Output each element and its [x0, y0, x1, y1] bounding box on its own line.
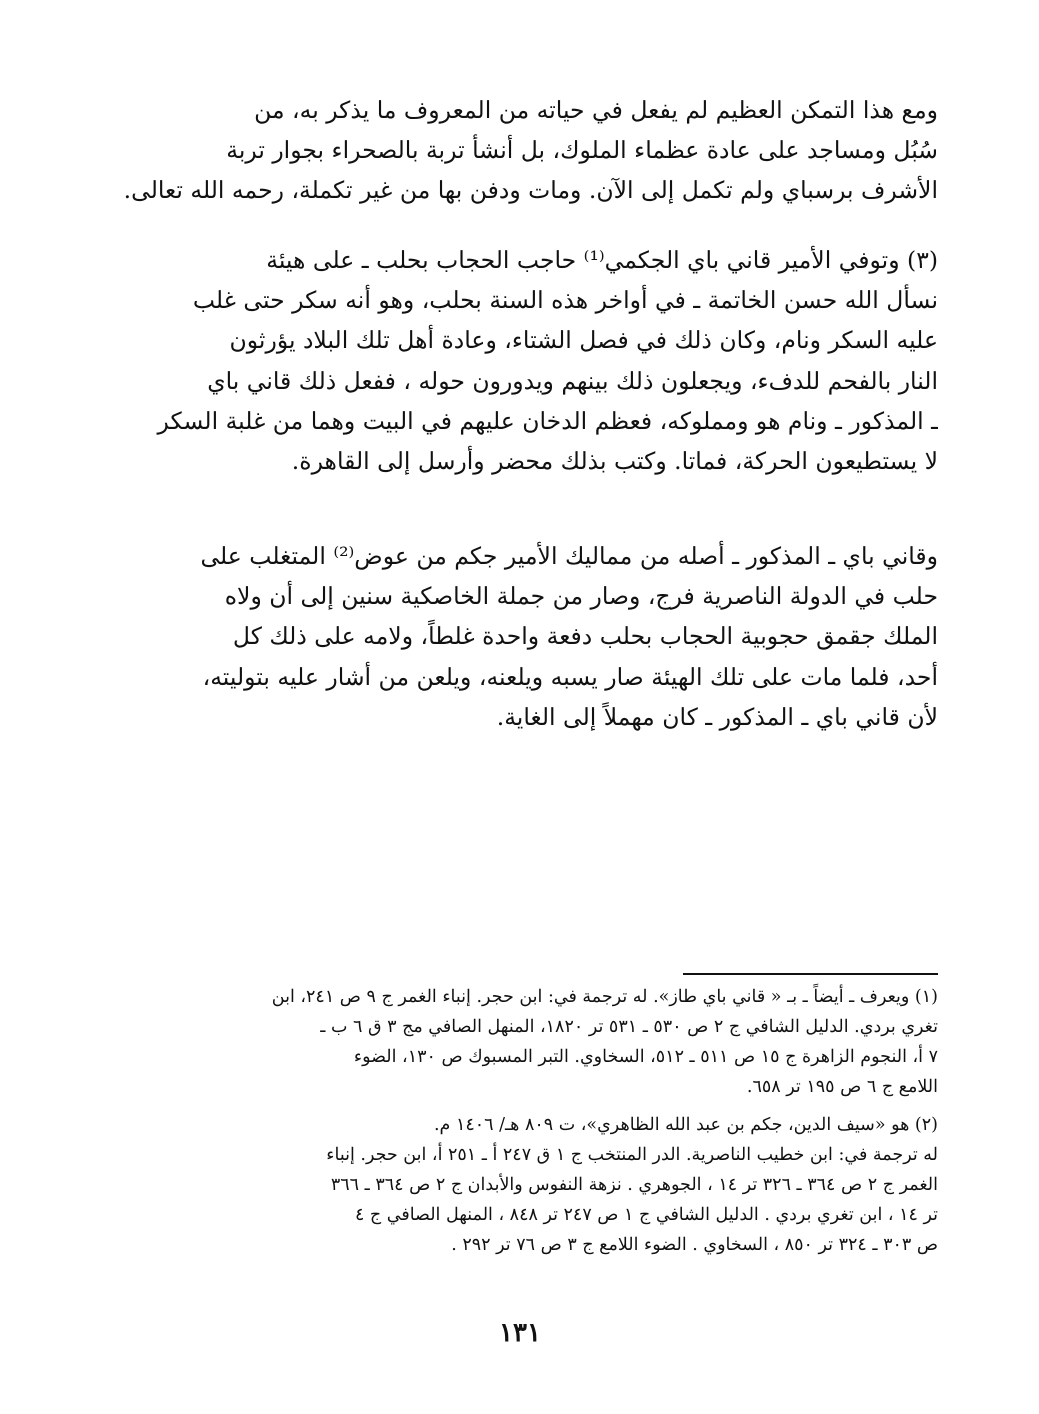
text-line: النار بالفحم للدفء، ويجعلون ذلك بينهم ويدورون حوله ، ففعل ذلك قاني باي: [207, 366, 938, 395]
paragraph-1: [110, 90, 938, 211]
paragraph-3: [110, 536, 938, 737]
text-line: الأشرف برسباي ولم تكمل إلى الآن. ومات ودفن بها من غير تكملة، رحمه الله تعالى.: [123, 176, 938, 205]
text-line: لا يستطيعون الحركة، فماتا. وكتب بذلك محضر وأرسل إلى القاهرة.: [291, 447, 938, 476]
page-number: ١٣١: [499, 1318, 541, 1348]
footnote-1: [110, 982, 938, 1102]
paragraph-2: [110, 240, 938, 481]
text-line: سُبُل ومساجد على عادة عظماء الملوك، بل أنشأ تربة بالصحراء بجوار تربة: [226, 136, 938, 165]
footnote-line: ص ٣٠٣ ـ ٣٢٤ تر ٨٥٠ ، السخاوي . الضوء اللامع ج ٣ ص ٧٦ تر ٢٩٢ .: [451, 1235, 938, 1255]
footnote-line: تر ١٤ ، ابن تغري بردي . الدليل الشافي ج ١ ص ٢٤٧ تر ٨٤٨ ، المنهل الصافي ج ٤: [354, 1205, 938, 1225]
text-line: عليه السكر ونام، وكان ذلك في فصل الشتاء، وعادة أهل تلك البلاد يؤرثون: [229, 326, 938, 355]
footnote-line: له ترجمة في: ابن خطيب الناصرية. الدر المنتخب ج ١ ق ٢٤٧ أ ـ ٢٥١ أ، ابن حجر. إنباء: [326, 1145, 938, 1165]
footnote-line: اللامع ج ٦ ص ١٩٥ تر ٦٥٨.: [746, 1077, 938, 1097]
footnote-line: الغمر ج ٢ ص ٣٦٤ ـ ٣٢٦ تر ١٤ ، الجوهري . نزهة النفوس والأبدان ج ٢ ص ٣٦٤ ـ ٣٦٦: [330, 1175, 938, 1195]
text-line: نسأل الله حسن الخاتمة ـ في أواخر هذه السنة بحلب، وهو أنه سكر حتى غلب: [192, 286, 938, 315]
footnote-2: [110, 1110, 938, 1260]
text-line: حلب في الدولة الناصرية فرج، وصار من جملة الخاصكية سنين إلى أن ولاه: [224, 582, 938, 611]
text-line: لأن قاني باي ـ المذكور ـ كان مهملاً إلى الغاية.: [496, 702, 938, 731]
text-line: ـ المذكور ـ ونام هو ومملوكه، فعظم الدخان عليهم في البيت وهما من غلبة السكر: [157, 406, 938, 435]
footnote-line: ٧ أ، النجوم الزاهرة ج ١٥ ص ٥١١ ـ ٥١٢، السخاوي. التبر المسبوك ص ١٣٠، الضوء: [353, 1047, 938, 1067]
footnote-line: تغري بردي. الدليل الشافي ج ٢ ص ٥٣٠ ـ ٥٣١ تر ١٨٢٠، المنهل الصافي مج ٣ ق ٦ ب ـ: [320, 1017, 938, 1037]
footnote-line: (٢) هو «سيف الدين، جكم بن عبد الله الظاهري»، ت ٨٠٩ هـ/ ١٤٠٦ م.: [433, 1115, 938, 1135]
text-line: أحد، فلما مات على تلك الهيئة صار يسبه ويلعنه، ويلعن من أشار عليه بتوليته،: [202, 662, 938, 691]
text-line: ومع هذا التمكن العظيم لم يفعل في حياته من المعروف ما يذكر به، من: [254, 96, 938, 124]
footnote-line: (١) ويعرف ـ أيضاً ـ بـ « قاني باي طاز». له ترجمة في: ابن حجر. إنباء الغمر ج ٩ ص ٢٤١، ابن: [271, 987, 938, 1007]
text-line: وقاني باي ـ المذكور ـ أصله من مماليك الأمير جكم من عوض⁽²⁾ المتغلب على: [200, 542, 938, 570]
text-line: (٣) وتوفي الأمير قاني باي الجكمي⁽¹⁾ حاجب الحجاب بحلب ـ على هيئة: [266, 246, 938, 274]
text-line: الملك جقمق حجوبية الحجاب بحلب دفعة واحدة غلطاً، ولامه على ذلك كل: [232, 622, 938, 651]
footnote-separator: [683, 973, 938, 975]
